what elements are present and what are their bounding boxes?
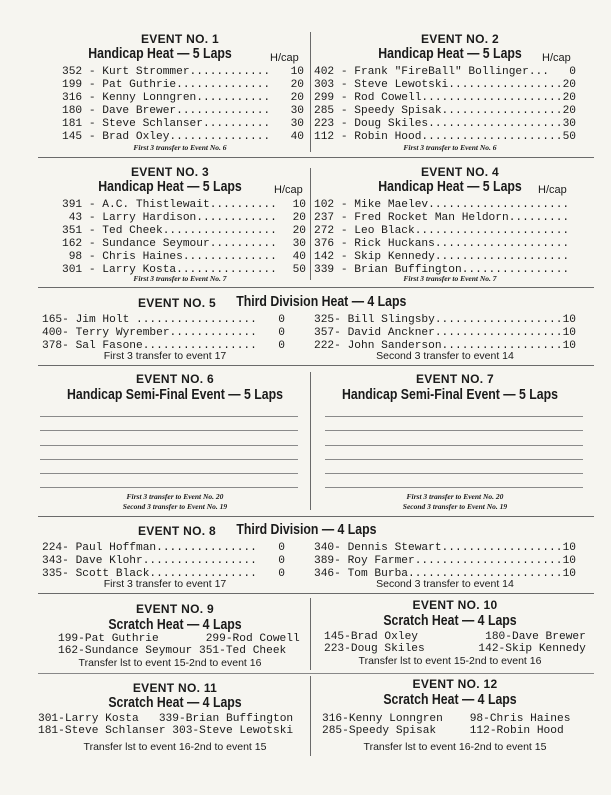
- entry-row: 162 - Sundance Seymour.......... 30: [62, 238, 306, 250]
- entry-row: 376 - Rick Huckans....................: [314, 238, 570, 250]
- entry-row: 340- Dennis Stewart.................. 10: [314, 542, 576, 554]
- event-10-heat-title: Scratch Heat — 4 Laps: [383, 612, 517, 629]
- blank-entry-line: [325, 445, 583, 446]
- blank-entry-line: [40, 445, 298, 446]
- entry-row: 181 - Steve Schlanser.......... 30: [62, 118, 304, 130]
- entry-row: 378- Sal Fasone................. 0: [42, 340, 285, 352]
- event-3-entries: [62, 199, 306, 277]
- event-7-title: EVENT NO. 7: [416, 372, 494, 386]
- entry-row: 400- Terry Wyrember............. 0: [42, 327, 285, 339]
- event-8-right-entries: [314, 542, 576, 581]
- entry-row: 112 - Robin Hood..................... 50: [314, 131, 576, 143]
- event-8-heat-title: Third Division — 4 Laps: [236, 521, 377, 538]
- blank-entry-line: [40, 459, 298, 460]
- entry-row: 303 - Steve Lewotski................. 20: [314, 79, 576, 91]
- column-divider: [310, 372, 311, 510]
- column-divider: [310, 676, 311, 756]
- section-divider: [38, 365, 594, 366]
- event-10-title: EVENT NO. 10: [412, 598, 498, 612]
- event-9-transfer: Transfer lst to event 15-2nd to event 16: [78, 657, 262, 669]
- event-3-heat-title: Handicap Heat — 5 Laps: [98, 178, 242, 195]
- event-2-title: EVENT NO. 2: [421, 32, 499, 46]
- event-12-heat-title: Scratch Heat — 4 Laps: [383, 691, 517, 708]
- event-3-transfer: First 3 transfer to Event No. 7: [133, 274, 227, 283]
- event-9-line-2: 162-Sundance Seymour 351-Ted Cheek: [58, 645, 287, 657]
- section-divider: [38, 516, 594, 517]
- event-1-transfer: First 3 transfer to Event No. 6: [133, 143, 227, 152]
- event-11-line-1: 301-Larry Kosta 339-Brian Buffington: [38, 713, 294, 725]
- entry-row: 223 - Doug Skiles.................... 30: [314, 118, 576, 130]
- blank-entry-line: [40, 487, 298, 488]
- event-4-entries: [314, 199, 576, 277]
- event-10-line-2: 223-Doug Skiles 142-Skip Kennedy: [324, 643, 586, 655]
- event-5-heat-title: Third Division Heat — 4 Laps: [236, 293, 407, 310]
- event-4-title: EVENT NO. 4: [421, 165, 499, 179]
- event-5-right-entries: [314, 314, 576, 353]
- entry-row: 325- Bill Slingsby................... 10: [314, 314, 576, 326]
- entry-row: 389- Roy Farmer...................... 10: [314, 555, 576, 567]
- entry-row: 352 - Kurt Strommer............ 10: [62, 66, 304, 78]
- event-8-transfer-right: Second 3 transfer to event 14: [376, 578, 514, 590]
- section-divider: [38, 287, 594, 288]
- event-6-title: EVENT NO. 6: [136, 372, 214, 386]
- event-4-heat-title: Handicap Heat — 5 Laps: [378, 178, 522, 195]
- event-5-transfer-left: First 3 transfer to event 17: [103, 350, 227, 362]
- column-divider: [310, 32, 311, 152]
- entry-row: 102 - Mike Maelev.....................: [314, 199, 570, 211]
- blank-entry-line: [325, 487, 583, 488]
- entry-row: 316 - Kenny Lonngren........... 20: [62, 92, 304, 104]
- column-divider: [310, 168, 311, 280]
- entry-row: 98 - Chris Haines.............. 40: [62, 251, 306, 263]
- entry-row: 301 - Larry Kosta............... 50: [62, 264, 306, 276]
- event-1-heat-title: Handicap Heat — 5 Laps: [88, 45, 232, 62]
- event-7-transfer-1: First 3 transfer to Event No. 20: [406, 492, 504, 501]
- event-8-title: EVENT NO. 8: [138, 524, 216, 538]
- event-12-line-1: 316-Kenny Lonngren 98-Chris Haines: [322, 713, 571, 725]
- event-6-heat-title: Handicap Semi-Final Event — 5 Laps: [67, 386, 283, 403]
- event-7-transfer-2: Second 3 transfer to Event No. 19: [402, 502, 508, 511]
- event-1-title: EVENT NO. 1: [141, 32, 219, 46]
- entry-row: 391 - A.C. Thistlewait.......... 10: [62, 199, 306, 211]
- entry-row: 299 - Rod Cowell..................... 20: [314, 92, 576, 104]
- entry-row: 343- Dave Klohr................. 0: [42, 555, 285, 567]
- event-8-transfer-left: First 3 transfer to event 17: [103, 578, 227, 590]
- event-3-hcap-label: H/cap: [274, 184, 303, 196]
- event-12-line-2: 285-Speedy Spisak 112-Robin Hood: [322, 725, 564, 737]
- event-1-hcap-label: H/cap: [270, 52, 299, 64]
- event-8-left-entries: [42, 542, 285, 581]
- event-12-transfer: Transfer lst to event 16-2nd to event 15: [363, 741, 547, 753]
- blank-entry-line: [40, 473, 298, 474]
- section-divider: [38, 157, 594, 158]
- entry-row: 142 - Skip Kennedy....................: [314, 251, 570, 263]
- blank-entry-line: [325, 430, 583, 431]
- section-divider: [38, 593, 594, 594]
- blank-entry-line: [325, 473, 583, 474]
- entry-row: 402 - Frank "FireBall" Bollinger... 0: [314, 66, 576, 78]
- entry-row: 199 - Pat Guthrie.............. 20: [62, 79, 304, 91]
- blank-entry-line: [325, 459, 583, 460]
- event-6-transfer-1: First 3 transfer to Event No. 20: [126, 492, 224, 501]
- event-4-transfer: First 3 transfer to Event No. 7: [403, 274, 497, 283]
- blank-entry-line: [40, 416, 298, 417]
- entry-row: 339 - Brian Buffington................: [314, 264, 570, 276]
- entry-row: 145 - Brad Oxley............... 40: [62, 131, 304, 143]
- entry-row: 285 - Speedy Spisak.................. 20: [314, 105, 576, 117]
- blank-entry-line: [325, 416, 583, 417]
- event-10-line-1: 145-Brad Oxley 180-Dave Brewer: [324, 631, 586, 643]
- event-5-left-entries: [42, 314, 285, 353]
- event-9-heat-title: Scratch Heat — 4 Laps: [108, 616, 242, 633]
- entry-row: 272 - Leo Black.......................: [314, 225, 570, 237]
- event-2-heat-title: Handicap Heat — 5 Laps: [378, 45, 522, 62]
- event-10-transfer: Transfer lst to event 15-2nd to event 16: [358, 655, 542, 667]
- event-9-title: EVENT NO. 9: [136, 602, 214, 616]
- entry-row: 335- Scott Black................ 0: [42, 568, 285, 580]
- column-divider: [310, 598, 311, 670]
- event-2-hcap-label: H/cap: [542, 52, 571, 64]
- entry-row: 346- Tom Burba....................... 10: [314, 568, 576, 580]
- event-11-title: EVENT NO. 11: [132, 681, 218, 695]
- event-11-heat-title: Scratch Heat — 4 Laps: [108, 694, 242, 711]
- event-3-title: EVENT NO. 3: [131, 165, 209, 179]
- entry-row: 351 - Ted Cheek................. 20: [62, 225, 306, 237]
- entry-row: 180 - Dave Brewer.............. 30: [62, 105, 304, 117]
- event-6-transfer-2: Second 3 transfer to Event No. 19: [122, 502, 228, 511]
- event-1-entries: [62, 66, 304, 144]
- event-4-hcap-label: H/cap: [538, 184, 567, 196]
- event-2-transfer: First 3 transfer to Event No. 6: [403, 143, 497, 152]
- blank-entry-line: [40, 430, 298, 431]
- event-11-transfer: Transfer lst to event 16-2nd to event 15: [83, 741, 267, 753]
- entry-row: 43 - Larry Hardison............ 20: [62, 212, 306, 224]
- event-7-heat-title: Handicap Semi-Final Event — 5 Laps: [342, 386, 558, 403]
- entry-row: 222- John Sanderson.................. 10: [314, 340, 576, 352]
- entry-row: 224- Paul Hoffman............... 0: [42, 542, 285, 554]
- event-12-title: EVENT NO. 12: [412, 677, 498, 691]
- entry-row: 165- Jim Holt .................. 0: [42, 314, 285, 326]
- entry-row: 237 - Fred Rocket Man Heldorn.........: [314, 212, 570, 224]
- event-9-line-1: 199-Pat Guthrie 299-Rod Cowell: [58, 633, 300, 645]
- event-5-transfer-right: Second 3 transfer to event 14: [376, 350, 514, 362]
- entry-row: 357- David Anckner................... 10: [314, 327, 576, 339]
- event-5-title: EVENT NO. 5: [138, 296, 216, 310]
- event-2-entries: [314, 66, 576, 144]
- event-11-line-2: 181-Steve Schlanser 303-Steve Lewotski: [38, 725, 294, 737]
- section-divider: [38, 673, 594, 674]
